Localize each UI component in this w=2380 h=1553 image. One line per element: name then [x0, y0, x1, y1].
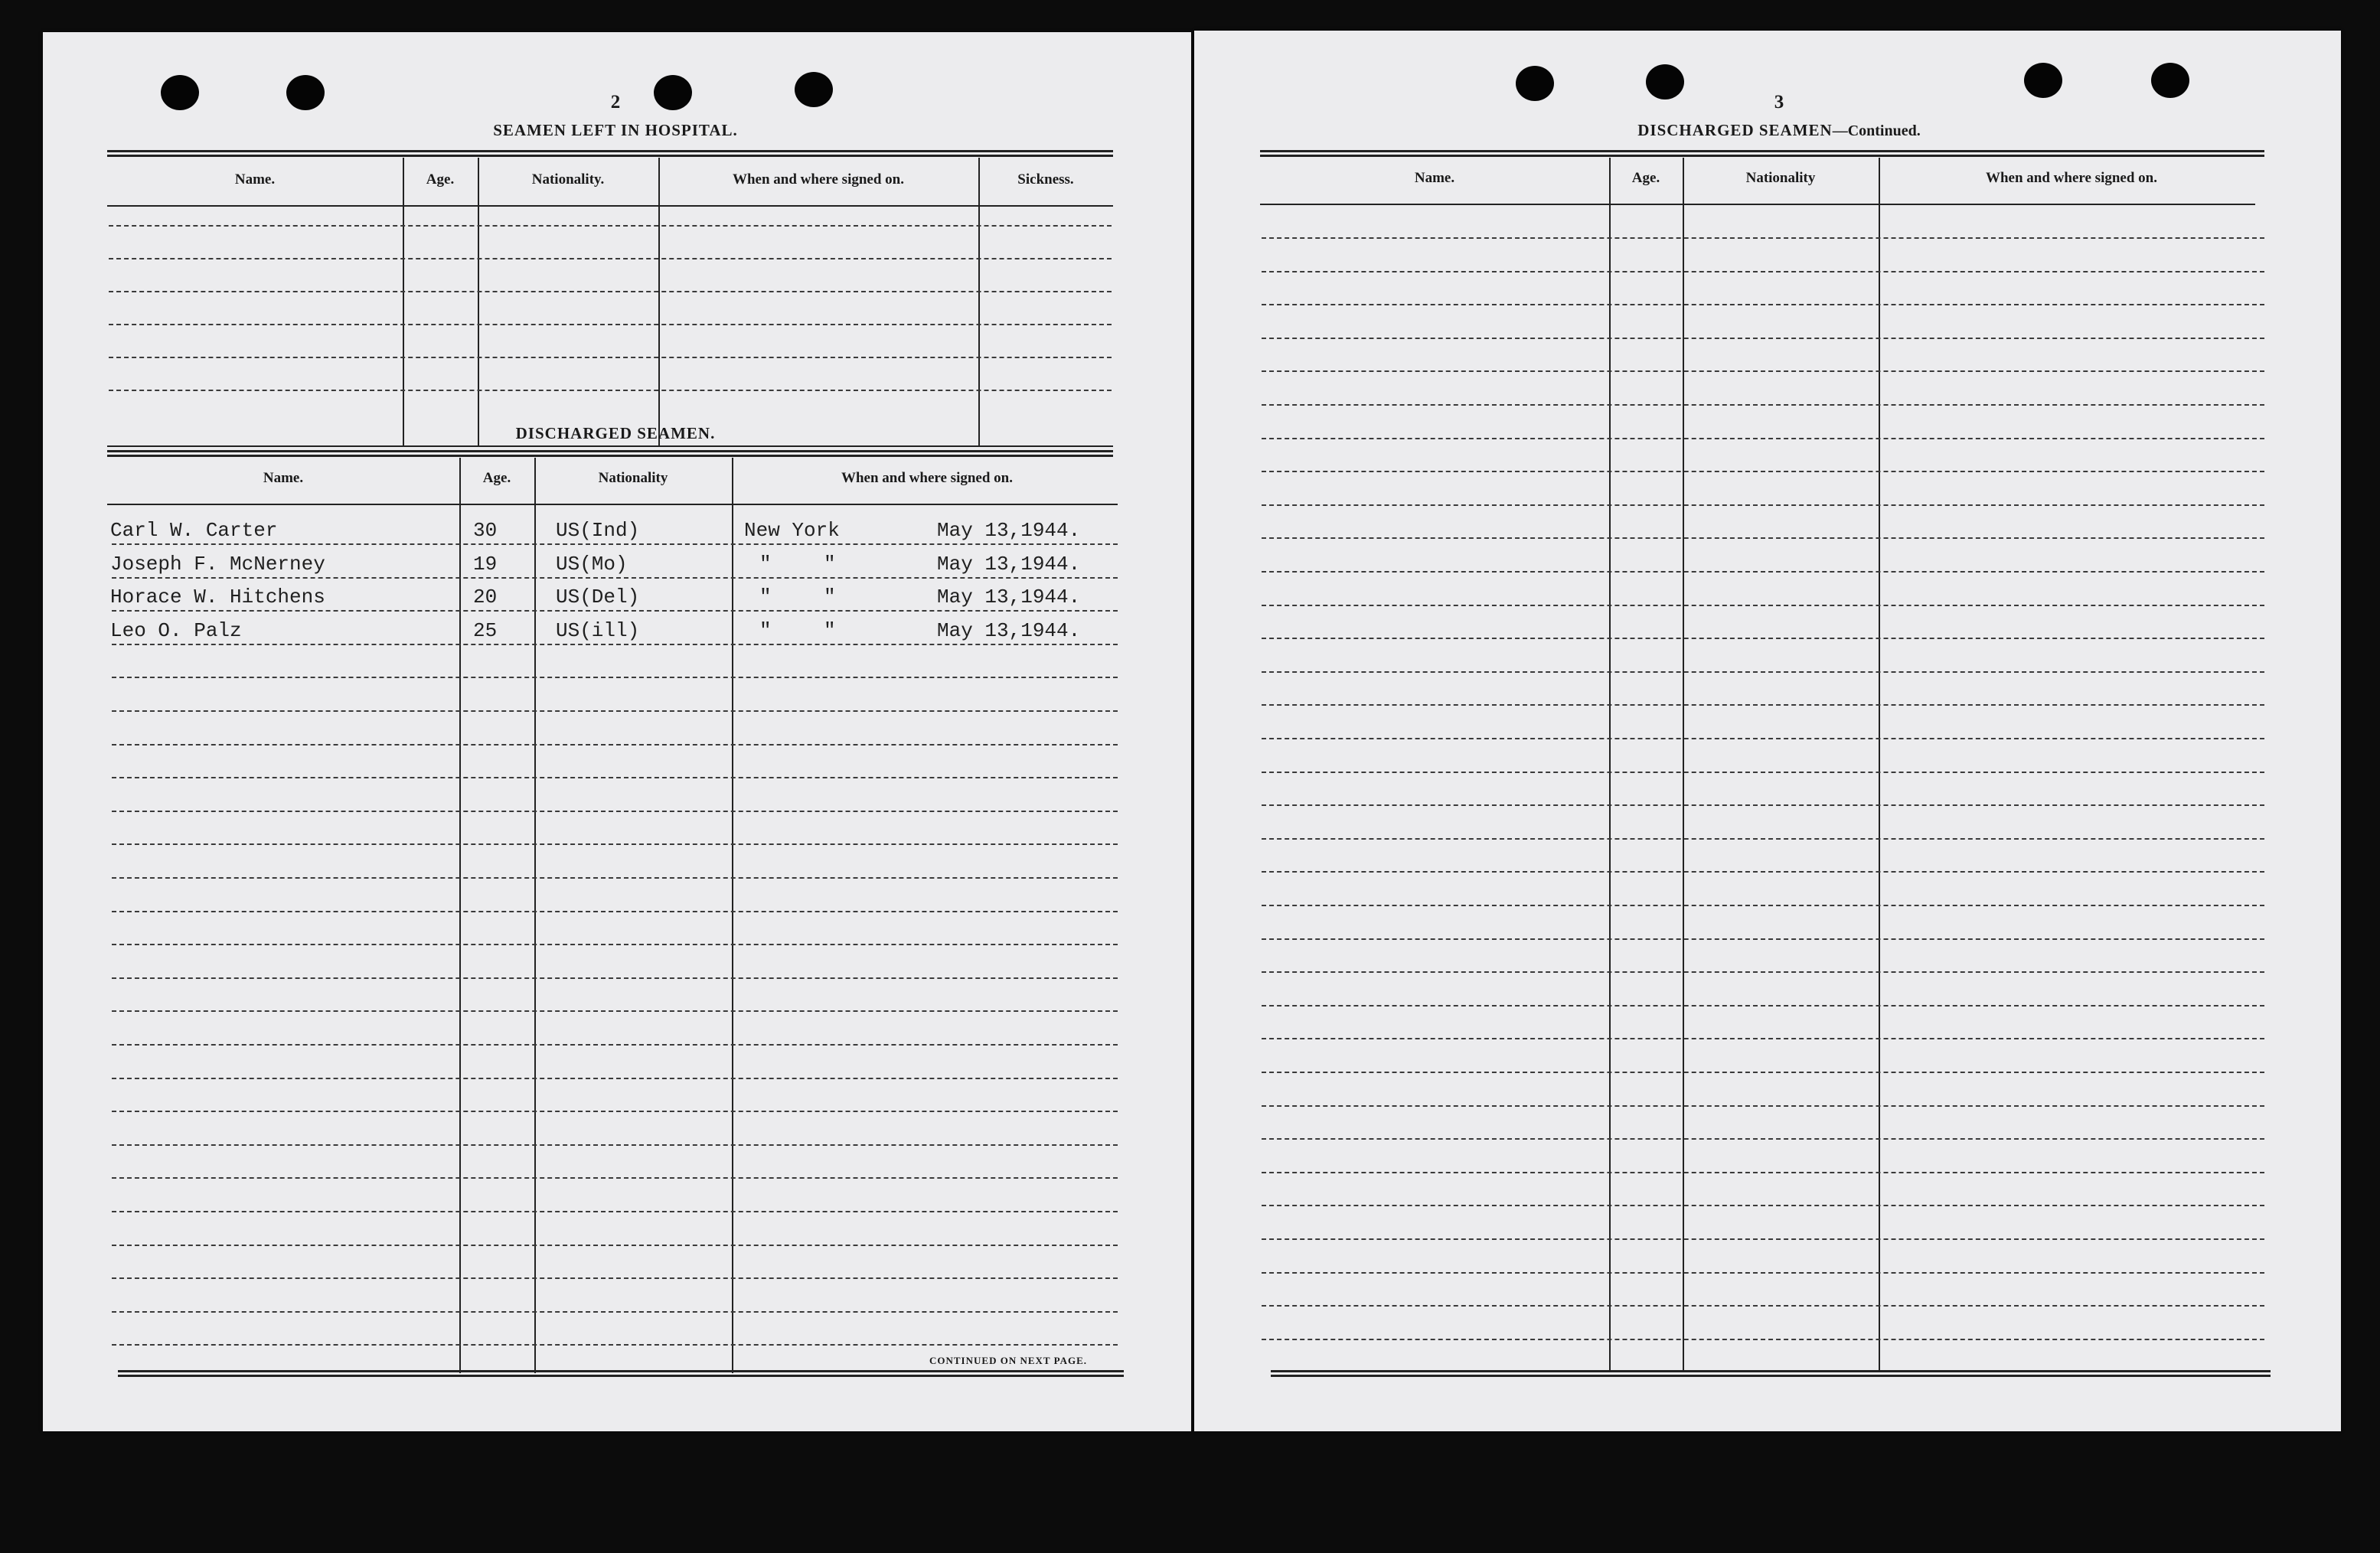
- binder-hole: [1516, 66, 1554, 101]
- ruled-line: [112, 710, 1118, 712]
- discharged-section-title: DISCHARGED SEAMEN.: [515, 424, 716, 442]
- entry-where: ": [759, 552, 772, 576]
- ruled-line: [112, 843, 1118, 845]
- entry-age: 20: [473, 586, 498, 609]
- col-header-signed-on: When and where signed on.: [732, 171, 904, 188]
- ruled-line: [112, 811, 1118, 812]
- hospital-section-title: SEAMEN LEFT IN HOSPITAL.: [493, 121, 738, 139]
- ruled-line: [1262, 438, 2264, 439]
- entry-age: 30: [473, 519, 498, 542]
- ruled-line: [1262, 370, 2264, 372]
- ruled-line: [1262, 605, 2264, 606]
- table-rule: [107, 150, 1113, 157]
- ruled-line: [1262, 237, 2264, 239]
- header-rule: [107, 205, 1113, 207]
- ruled-line: [1262, 537, 2264, 539]
- ruled-line: [1262, 804, 2264, 806]
- ruled-line: [1262, 1339, 2264, 1340]
- entry-date: May 13,1944.: [937, 618, 1081, 642]
- ruled-line: [109, 291, 1112, 292]
- ruled-line: [1262, 1138, 2264, 1140]
- ruled-line: [109, 357, 1112, 358]
- entry-where: ": [759, 618, 772, 642]
- ruled-line: [1262, 1005, 2264, 1007]
- entry-name: Leo O. Palz: [110, 618, 242, 642]
- title-suffix: —Continued.: [1832, 122, 1921, 139]
- ruled-line: [112, 1111, 1118, 1112]
- ruled-line: [112, 1044, 1118, 1046]
- left-page: [43, 32, 1191, 1431]
- column-divider: [1879, 158, 1880, 1372]
- ruled-line: [1262, 738, 2264, 739]
- ruled-line: [1262, 338, 2264, 339]
- right-page: [1194, 31, 2341, 1431]
- entry-age: 25: [473, 618, 498, 642]
- table-rule: [118, 1370, 1124, 1377]
- ruled-line: [112, 777, 1118, 778]
- ruled-line: [1262, 471, 2264, 472]
- ruled-line: [112, 543, 1118, 545]
- ruled-line: [109, 324, 1112, 325]
- column-divider: [478, 158, 479, 445]
- ruled-line: [112, 944, 1118, 945]
- ruled-line: [1262, 704, 2264, 706]
- binder-hole: [2024, 63, 2062, 98]
- ruled-line: [1262, 1205, 2264, 1206]
- ruled-line: [109, 225, 1112, 227]
- col-header-name: Name.: [1414, 170, 1455, 186]
- ruled-line: [112, 1144, 1118, 1146]
- ruled-line: [1262, 905, 2264, 906]
- ruled-line: [1262, 571, 2264, 573]
- ruled-line: [1262, 1272, 2264, 1274]
- ruled-line: [112, 677, 1118, 678]
- col-header-nationality: Nationality: [598, 470, 668, 486]
- col-header-sickness: Sickness.: [1017, 171, 1074, 188]
- col-header-name: Name.: [234, 171, 276, 188]
- ruled-line: [112, 610, 1118, 612]
- entry-nationality: US(Mo): [556, 552, 628, 576]
- ruled-line: [1262, 671, 2264, 673]
- table-rule: [1271, 1370, 2271, 1377]
- column-divider: [459, 458, 461, 1373]
- col-header-signed-on: When and where signed on.: [1985, 170, 2157, 186]
- entry-date: May 13,1944.: [937, 519, 1081, 542]
- ruled-line: [112, 1211, 1118, 1212]
- ruled-line: [1262, 971, 2264, 973]
- ruled-line: [112, 644, 1118, 645]
- entry-name: Carl W. Carter: [110, 519, 278, 542]
- ruled-line: [112, 1344, 1118, 1346]
- ruled-line: [112, 877, 1118, 879]
- ruled-line: [1262, 1105, 2264, 1107]
- ruled-line: [112, 1245, 1118, 1246]
- ruled-line: [109, 258, 1112, 259]
- col-header-nationality: Nationality.: [531, 171, 605, 188]
- entry-nationality: US(Ind): [556, 519, 640, 542]
- column-divider: [658, 158, 660, 445]
- entry-ditto2: ": [824, 586, 836, 609]
- column-divider: [1683, 158, 1684, 1372]
- ruled-line: [112, 1177, 1118, 1179]
- entry-name: Horace W. Hitchens: [110, 586, 325, 609]
- binder-hole: [286, 75, 325, 110]
- column-divider: [403, 158, 404, 445]
- column-divider: [732, 458, 733, 1373]
- col-header-age: Age.: [1631, 170, 1660, 186]
- entry-where: New York: [744, 519, 840, 542]
- binder-hole: [795, 72, 833, 107]
- table-rule: [1260, 150, 2264, 157]
- ruled-line: [1262, 1038, 2264, 1039]
- entry-age: 19: [473, 552, 498, 576]
- ruled-line: [1262, 1238, 2264, 1240]
- entry-ditto2: ": [824, 618, 836, 642]
- ruled-line: [1262, 1172, 2264, 1173]
- entry-date: May 13,1944.: [937, 552, 1081, 576]
- ruled-line: [112, 911, 1118, 912]
- column-divider: [978, 158, 980, 445]
- col-header-name: Name.: [263, 470, 304, 486]
- ruled-line: [1262, 404, 2264, 406]
- col-header-nationality: Nationality: [1745, 170, 1816, 186]
- page-number: 3: [1774, 92, 1784, 113]
- column-divider: [534, 458, 536, 1373]
- binder-hole: [161, 75, 199, 110]
- ruled-line: [112, 1277, 1118, 1279]
- entry-nationality: US(Del): [556, 586, 640, 609]
- col-header-age: Age.: [426, 171, 455, 188]
- table-rule: [107, 450, 1113, 457]
- ruled-line: [1262, 271, 2264, 272]
- ruled-line: [112, 744, 1118, 746]
- ruled-line: [1262, 938, 2264, 940]
- ruled-line: [109, 390, 1112, 391]
- ruled-line: [1262, 304, 2264, 305]
- title-main: DISCHARGED SEAMEN: [1637, 121, 1833, 139]
- continued-note: CONTINUED ON NEXT PAGE.: [929, 1355, 1087, 1366]
- table-rule: [107, 445, 1113, 447]
- entry-nationality: US(ill): [556, 618, 640, 642]
- ruled-line: [1262, 1305, 2264, 1307]
- ruled-line: [112, 1010, 1118, 1012]
- ruled-line: [1262, 871, 2264, 873]
- ruled-line: [112, 1311, 1118, 1313]
- ruled-line: [112, 977, 1118, 979]
- ruled-line: [1262, 838, 2264, 840]
- entry-where: ": [759, 586, 772, 609]
- header-rule: [1260, 204, 2255, 205]
- entry-ditto2: ": [824, 552, 836, 576]
- ruled-line: [1262, 772, 2264, 773]
- binder-hole: [2151, 63, 2189, 98]
- col-header-age: Age.: [482, 470, 511, 486]
- entry-date: May 13,1944.: [937, 586, 1081, 609]
- binder-hole: [1646, 64, 1684, 100]
- ruled-line: [112, 577, 1118, 579]
- ruled-line: [1262, 638, 2264, 639]
- ruled-line: [1262, 504, 2264, 506]
- page-number: 2: [610, 92, 621, 113]
- discharged-continued-title: [1588, 121, 1970, 140]
- binder-hole: [654, 75, 692, 110]
- header-rule: [107, 504, 1118, 505]
- ruled-line: [1262, 1072, 2264, 1073]
- column-divider: [1609, 158, 1611, 1372]
- ruled-line: [112, 1078, 1118, 1079]
- entry-name: Joseph F. McNerney: [110, 552, 325, 576]
- col-header-signed-on: When and where signed on.: [841, 470, 1013, 486]
